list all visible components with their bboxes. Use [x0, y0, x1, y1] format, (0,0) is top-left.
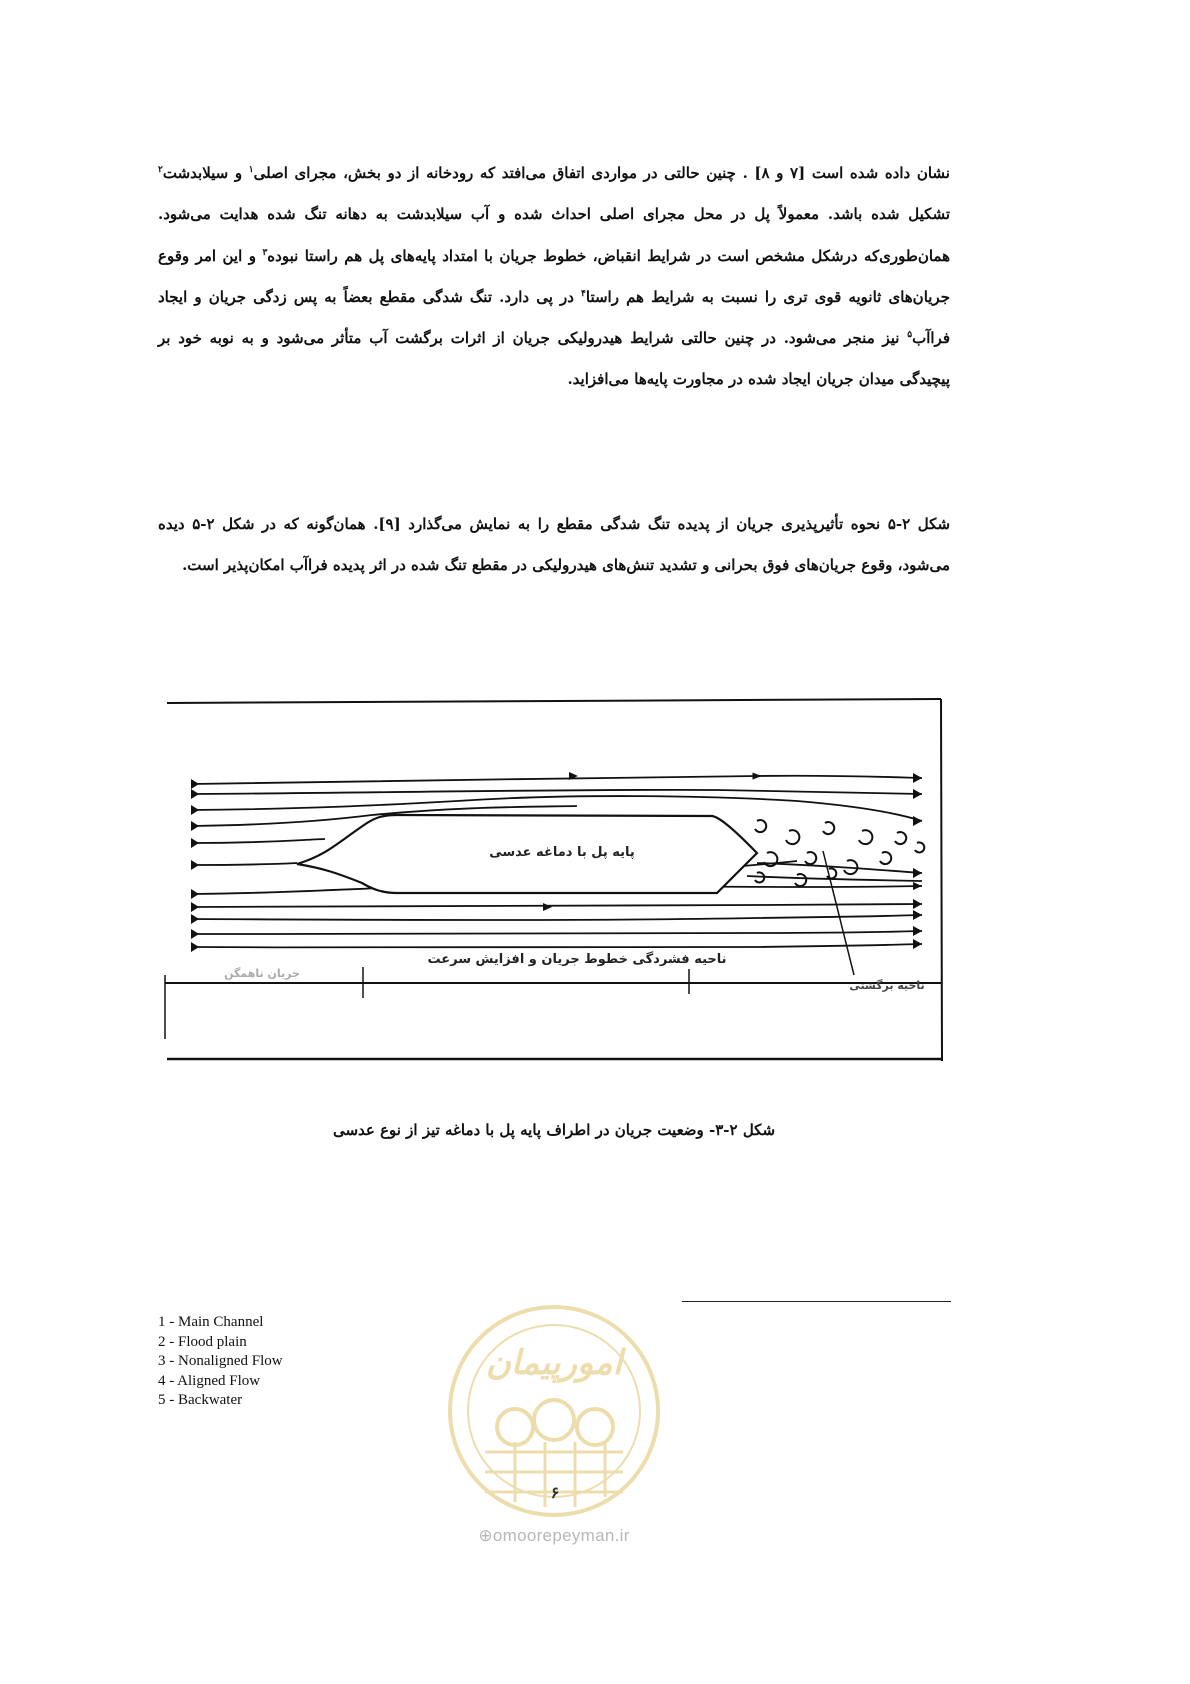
paragraph-text: نیز منجر می‌شود. در چنین حالتی شرایط هیدرولیکی جریان از اثرات برگشت آب متأثر می‌شود و به نوبه خود بر پیچیدگی میدان جریان ایجاد شده در مجاورت پایه‌ها می‌افزاید.: [158, 329, 950, 389]
body-paragraph-2: شکل ۲-۵ نحوه تأثیرپذیری جریان از پدیده تنگ شدگی مقطع را به نمایش می‌گذارد [۹]. همان‌گونه که در شکل ۲-۵ دیده می‌شود، وقوع جریان‌های فوق بحرانی و تشدید تنش‌های هیدرولیکی در مقطع تنگ شده در اثر پدیده فراآب امکان‌پذیر است.: [158, 515, 951, 575]
watermark-logo-text: امورپیمان: [485, 1343, 623, 1383]
footnote-marker: ۳: [262, 247, 268, 258]
upstream-zone-label: جریان ناهمگن: [224, 967, 300, 980]
body-paragraph-1: [158, 153, 950, 401]
footnote-item: 5 - Backwater: [158, 1392, 243, 1409]
paragraph-text: تشکیل شده باشد. معمولاً پل در محل مجرای اصلی احداث شده و آب سیلابدشت به دهانه تنگ شده هدایت می‌شود. همان‌طوری‌که درشکل مشخص است در شرایط انقباض، خطوط جریان با امتداد پایه‌های پل هم راستا نبوده: [158, 205, 950, 265]
footnote-item: 3 - Nonaligned Flow: [158, 1353, 283, 1370]
footnote-item: 1 - Main Channel: [158, 1314, 264, 1330]
flow-around-pier-figure: [157, 693, 951, 1073]
footnote-marker: ۵: [907, 330, 913, 341]
wake-pointer-line: [823, 851, 854, 975]
paragraph-text: و سیلابدشت: [162, 164, 249, 182]
page-number: ۶: [550, 1483, 560, 1502]
footnote-item: 2 - Flood plain: [158, 1333, 247, 1350]
footnote-marker: ۲: [158, 165, 163, 175]
wake-zone-label: ناحیه برگشتی: [849, 979, 925, 992]
globe-icon: ⊕: [478, 1526, 493, 1545]
paragraph-text: نشان داده شده است [۷ و ۸] . چنین حالتی در مواردی اتفاق می‌افتد که رودخانه از دو بخش، مجرای اصلی: [253, 164, 950, 182]
paragraph-text: و این امر وقوع جریان‌های ثانویه قوی تری را نسبت به شرایط هم راستا: [158, 246, 950, 306]
paragraph-text: در پی دارد. تنگ شدگی مقطع بعضاً به پس زدگی جریان و ایجاد فراآب: [158, 287, 950, 348]
footnote-marker: ۴: [581, 288, 586, 299]
site-watermark-text: ⊕omoorepeyman.ir: [478, 1526, 630, 1545]
wake-eddies: [755, 820, 924, 886]
pier-label: پایه پل با دماغه عدسی: [489, 845, 635, 860]
footnotes-list: [158, 1313, 283, 1411]
footnote-separator: [682, 1301, 951, 1302]
figure-caption: شکل ۲-۳- وضعیت جریان در اطراف پایه پل با دماغه تیز از نوع عدسی: [332, 1121, 776, 1139]
footnote-item: 4 - Aligned Flow: [158, 1372, 261, 1389]
constriction-zone-label: ناحیه فشردگی خطوط جریان و افزایش سرعت: [427, 952, 727, 967]
footnote-marker: ۱: [248, 165, 254, 175]
